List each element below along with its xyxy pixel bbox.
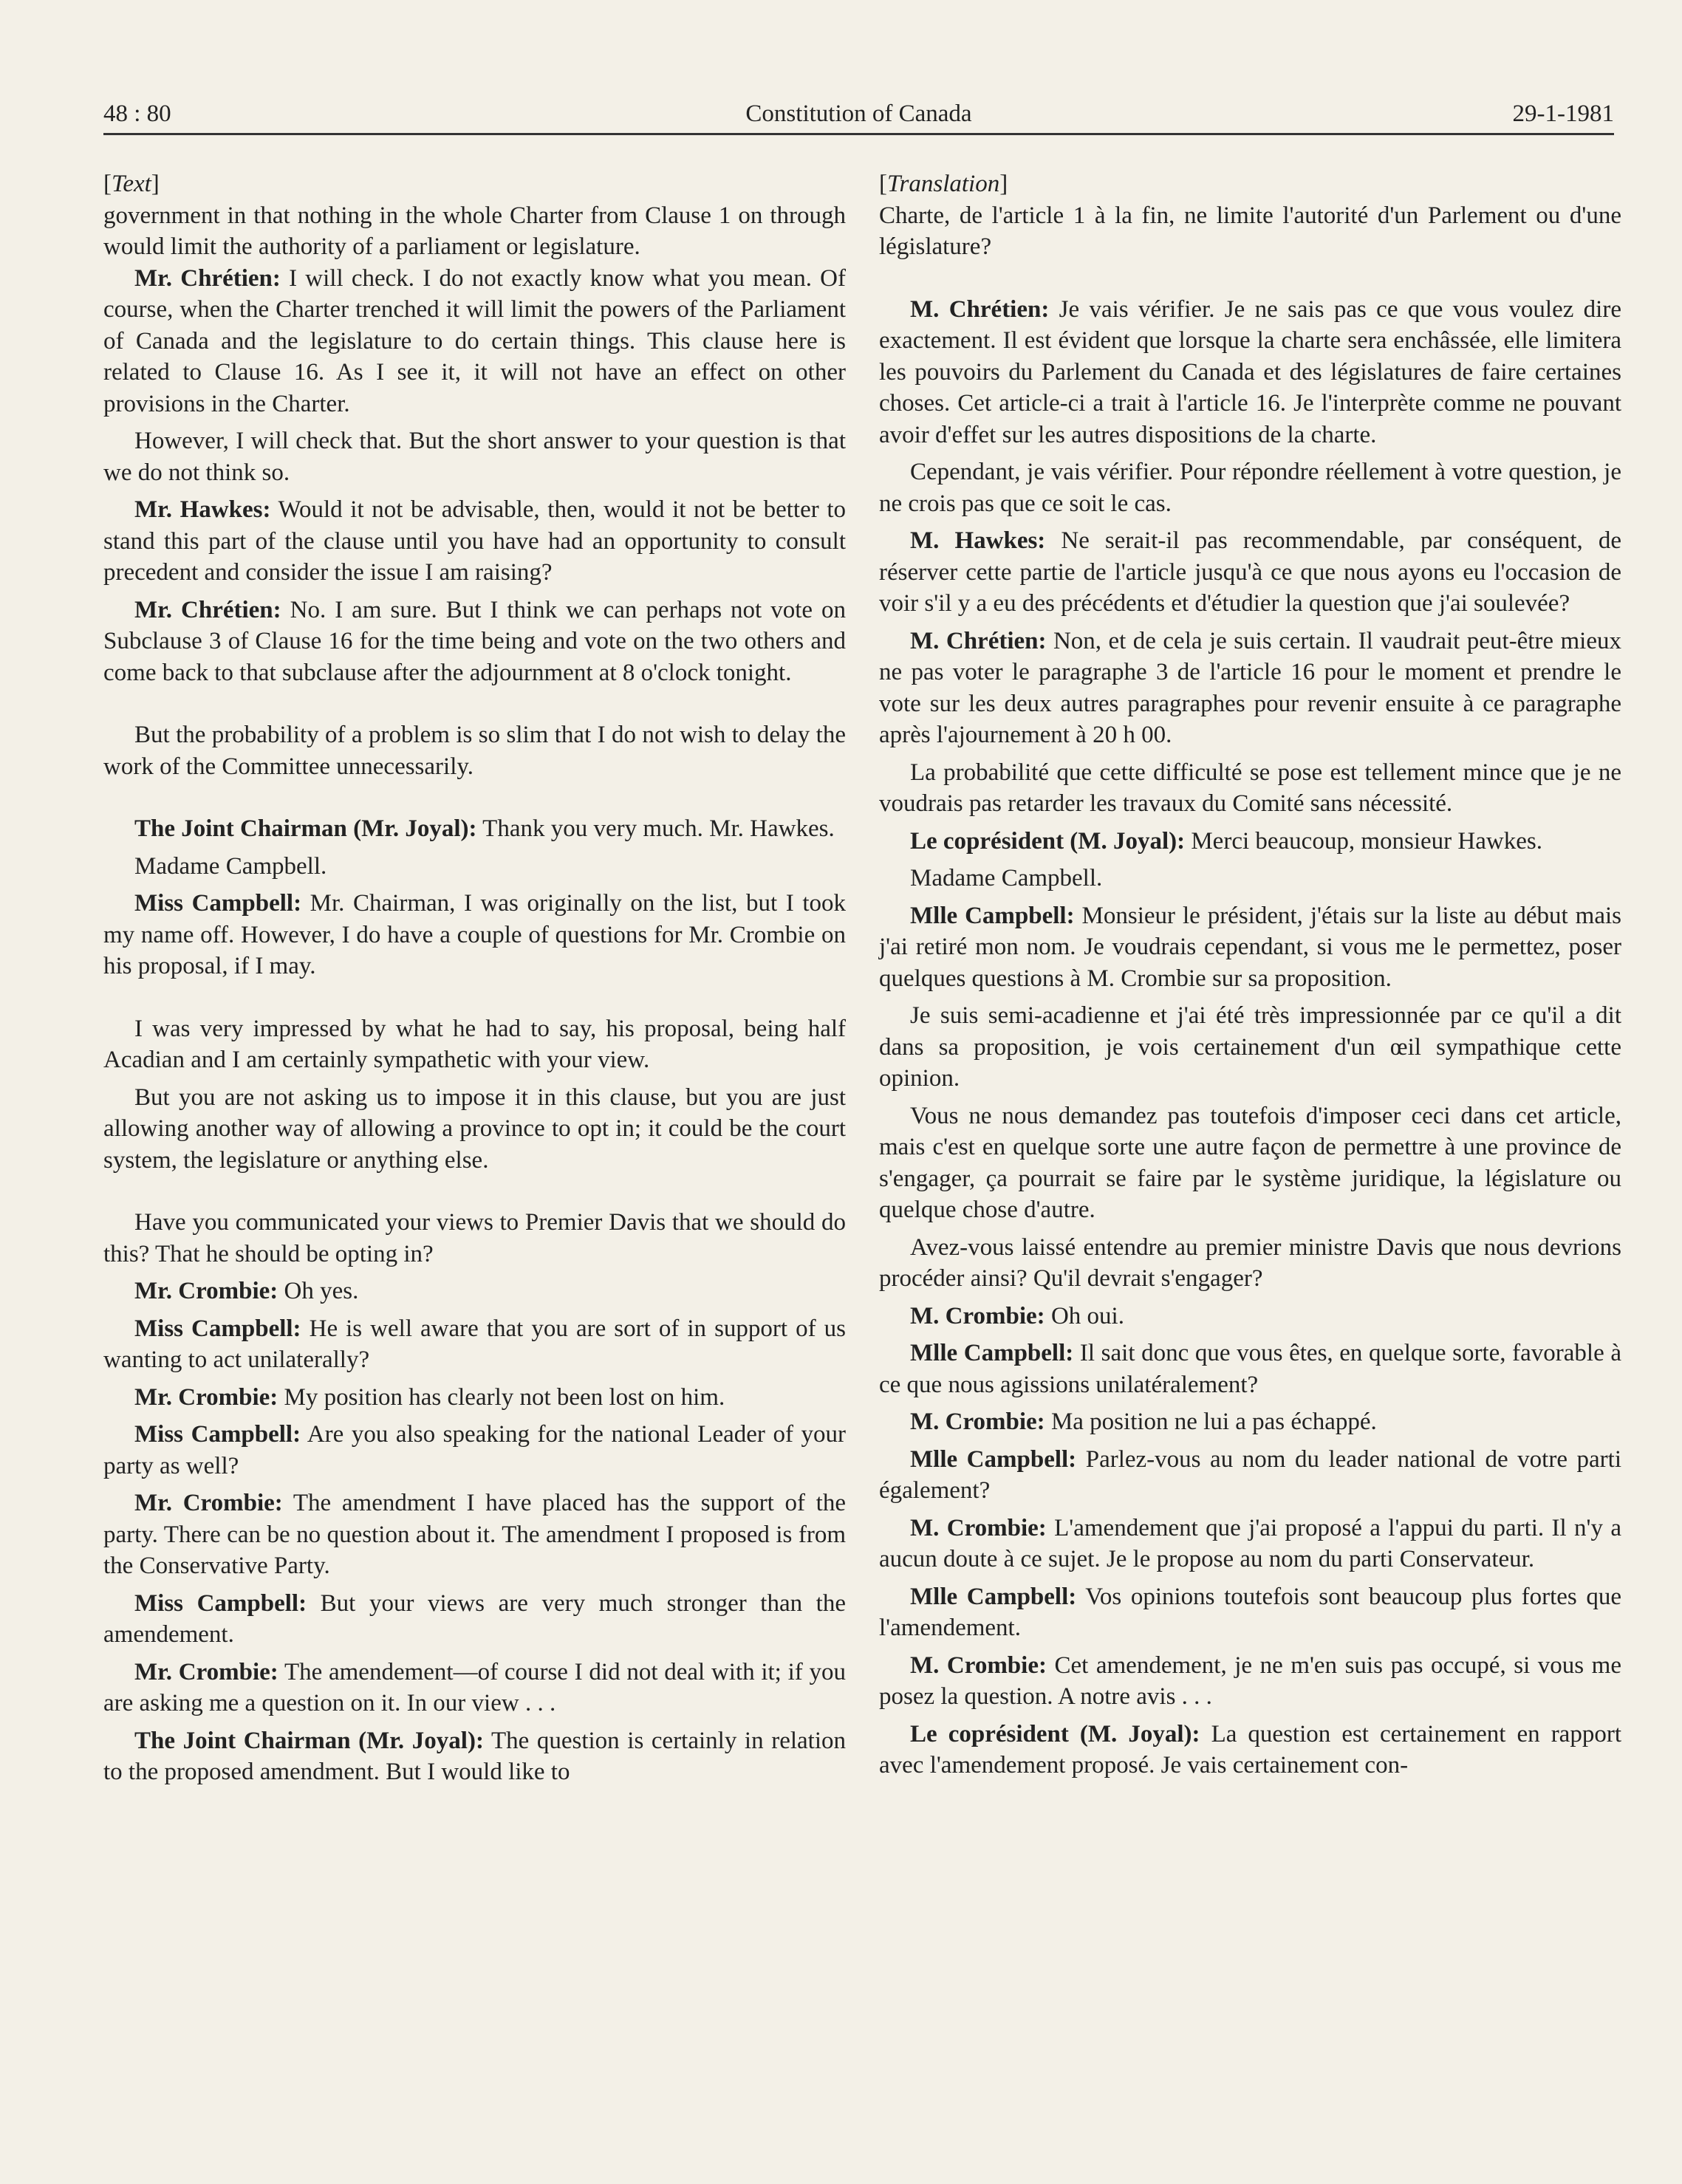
- speech-text: Je vais vérifier. Je ne sais pas ce que vous voulez dire exactement. Il est évident que lorsque la charte sera enchâssée, elle limitera les pouvoirs du Parlement du Canada et des législatures de faire certaines choses. Cet article-ci a trait à l'article 16. Je l'interprète comme ne pouvant avoir d'effet sur les autres dispositions de la charte.: [879, 295, 1621, 448]
- speaker-name: Le coprésident (M. Joyal):: [910, 827, 1186, 855]
- paragraph: Charte, de l'article 1 à la fin, ne limite l'autorité d'un Parlement ou d'une législature?: [879, 202, 1621, 260]
- speaker-name: Mr. Chrétien:: [134, 596, 281, 623]
- speech-text: The amendment I have placed has the support of the party. There can be no question about it. The amendment I proposed is from the Conservative Party.: [103, 1490, 846, 1579]
- speech: [879, 525, 1621, 620]
- running-header: [103, 95, 1614, 133]
- speaker-name: Miss Campbell:: [134, 1421, 301, 1448]
- speaker-name: The Joint Chairman (Mr. Joyal):: [134, 815, 477, 842]
- speaker-name: M. Crombie:: [910, 1651, 1047, 1679]
- speech: [103, 1419, 846, 1482]
- speech-text: Ne serait-il pas recommendable, par conséquent, de réserver cette partie de l'article jusqu'à ce que nous ayons eu l'occasion de voir s'il y a eu des précédents et d'étudier la question que j'ai soulevée?: [879, 527, 1621, 617]
- speaker-name: Mr. Crombie:: [134, 1278, 278, 1304]
- french-column: [879, 168, 1621, 1781]
- speech: [103, 1313, 846, 1376]
- speaker-name: Mr. Hawkes:: [134, 496, 271, 523]
- header-rule: [103, 133, 1614, 135]
- speech-text: But your views are very much stronger than the amendement.: [103, 1589, 846, 1648]
- speech: [103, 1276, 846, 1307]
- speech: [879, 294, 1621, 451]
- speech-text: Ma position ne lui a pas échappé.: [1045, 1408, 1377, 1435]
- section-tag: [Translation]: [879, 171, 1008, 197]
- speech-text: Thank you very much. Mr. Hawkes.: [476, 815, 835, 842]
- speech: [879, 1444, 1621, 1507]
- speech-text: He is well aware that you are sort of in support of us wanting to act unilaterally?: [103, 1315, 847, 1373]
- speech: [879, 826, 1621, 857]
- paragraph: However, I will check that. But the short answer to your question is that we do not think so.: [103, 428, 846, 486]
- speech: [103, 494, 846, 589]
- speech-text: Oh yes.: [278, 1278, 359, 1304]
- speech: [879, 1406, 1621, 1438]
- speaker-name: M. Crombie:: [910, 1514, 1047, 1541]
- paragraph: I was very impressed by what he had to say, his proposal, being half Acadian and I am certainly sympathetic with your view.: [103, 1015, 846, 1073]
- speaker-name: M. Chrétien:: [910, 295, 1050, 323]
- speech: [879, 626, 1621, 751]
- speech: [103, 1725, 846, 1788]
- paragraph: Vous ne nous demandez pas toutefois d'imposer ceci dans cet article, mais c'est en quelque sorte une autre façon de permettre à une province de s'engager, ça pourrait se faire par le système juridique, la législature ou quelque chose d'autre.: [879, 1102, 1621, 1223]
- section-tag: [Text]: [103, 171, 160, 197]
- speaker-name: M. Crombie:: [910, 1302, 1045, 1329]
- speech: [879, 1719, 1621, 1781]
- speaker-name: Miss Campbell:: [134, 1315, 301, 1342]
- speech-text: I will check. I do not exactly know what you mean. Of course, when the Charter trenched it will limit the powers of the Parliament of Canada and the legislature to do certain things. This clause here is related to Clause 16. As I see it, it will not have an effect on other provisions in the Charter.: [103, 264, 847, 417]
- speech-text: Are you also speaking for the national Leader of your party as well?: [103, 1421, 847, 1479]
- speaker-name: Mlle Campbell:: [910, 1583, 1077, 1610]
- speech-text: Parlez-vous au nom du leader national de votre parti également?: [879, 1445, 1622, 1504]
- speech-text: My position has clearly not been lost on him.: [278, 1383, 725, 1411]
- speech: [879, 900, 1621, 995]
- speaker-name: Miss Campbell:: [134, 1589, 307, 1617]
- speaker-name: Mr. Crombie:: [134, 1490, 283, 1516]
- speech-text: No. I am sure. But I think we can perhaps not vote on Subclause 3 of Clause 16 for the time being and vote on the two others and come back to that subclause after the adjournment at 8 o'clock tonight.: [103, 596, 846, 686]
- speaker-name: Mr. Chrétien:: [134, 264, 281, 292]
- paragraph: La probabilité que cette difficulté se pose est tellement mince que je ne voudrais pas retarder les travaux du Comité sans nécessité.: [879, 759, 1621, 817]
- speaker-name: Mlle Campbell:: [910, 1445, 1077, 1473]
- speech-text: L'amendement que j'ai proposé a l'appui du parti. Il n'y a aucun doute à ce sujet. Je le propose au nom du parti Conservateur.: [879, 1514, 1621, 1572]
- speech: [879, 1650, 1621, 1713]
- paragraph: Cependant, je vais vérifier. Pour répondre réellement à votre question, je ne crois pas que ce soit le cas.: [879, 459, 1621, 517]
- speech: [103, 1488, 846, 1582]
- speech-text: Mr. Chairman, I was originally on the list, but I took my name off. However, I do have a couple of questions for Mr. Crombie on his proposal, if I may.: [103, 890, 846, 979]
- speech: [879, 1301, 1621, 1332]
- speaker-name: Miss Campbell:: [134, 890, 302, 917]
- speech: [879, 1513, 1621, 1575]
- speaker-name: Mlle Campbell:: [910, 902, 1075, 929]
- paragraph: But you are not asking us to impose it in this clause, but you are just allowing another way of allowing a province to opt in; it could be the court system, the legislature or anything else.: [103, 1084, 846, 1174]
- paragraph: Avez-vous laissé entendre au premier ministre Davis que nous devrions procéder ainsi? Qu'il devrait s'engager?: [879, 1233, 1621, 1292]
- paragraph: Madame Campbell.: [134, 852, 327, 880]
- paragraph: Madame Campbell.: [910, 865, 1103, 891]
- paragraph: government in that nothing in the whole Charter from Clause 1 on through would limit the authority of a parliament or legislature.: [103, 202, 846, 260]
- speech-text: Oh oui.: [1045, 1302, 1124, 1329]
- speaker-name: Mr. Crombie:: [134, 1658, 278, 1685]
- speech: [103, 263, 846, 420]
- speech: [103, 888, 846, 982]
- speech-text: Vos opinions toutefois sont beaucoup plus fortes que l'amendement.: [879, 1583, 1621, 1641]
- sitting-date: 29-1-1981: [1512, 100, 1614, 127]
- speech: [103, 813, 846, 845]
- speech: [103, 595, 846, 689]
- speech: [103, 1588, 846, 1651]
- speech-text: Merci beaucoup, monsieur Hawkes.: [1185, 827, 1542, 855]
- speaker-name: The Joint Chairman (Mr. Joyal):: [134, 1727, 484, 1754]
- speech: [103, 1657, 846, 1719]
- speaker-name: Mlle Campbell:: [910, 1340, 1074, 1366]
- paragraph: Je suis semi-acadienne et j'ai été très impressionnée par ce qu'il a dit dans sa proposition, je vois certainement d'un œil sympathique cette opinion.: [879, 1002, 1621, 1092]
- speech: [103, 1382, 846, 1414]
- speaker-name: M. Crombie:: [910, 1408, 1045, 1435]
- speech-text: The question is certainly in relation to the proposed amendment. But I would like to: [103, 1727, 846, 1785]
- speech: [879, 1338, 1621, 1400]
- speaker-name: M. Chrétien:: [910, 627, 1047, 654]
- speech-text: Cet amendement, je ne m'en suis pas occupé, si vous me posez la question. A notre avis . . .: [879, 1651, 1621, 1710]
- paragraph: But the probability of a problem is so slim that I do not wish to delay the work of the Committee unnecessarily.: [103, 722, 846, 780]
- publication-title: Constitution of Canada: [745, 100, 972, 127]
- speech-text: The amendement—of course I did not deal with it; if you are asking me a question on it. In our view . . .: [103, 1658, 846, 1716]
- paragraph: Have you communicated your views to Premier Davis that we should do this? That he should be opting in?: [103, 1209, 846, 1267]
- speech-text: Would it not be advisable, then, would it not be better to stand this part of the clause until you have had an opportunity to consult precedent and consider the issue I am raising?: [103, 496, 846, 586]
- english-column: [103, 168, 846, 1788]
- speech-text: Non, et de cela je suis certain. Il vaudrait peut-être mieux ne pas voter le paragraphe 3 de l'article 16 pour le moment et prendre le vote sur les deux autres paragraphes pour revenir ensuite à ce paragraphe après l'ajournement à 20 h 00.: [879, 627, 1621, 748]
- speech-text: La question est certainement en rapport avec l'amendement proposé. Je vais certainement con-: [879, 1720, 1621, 1779]
- speech: [879, 1581, 1621, 1644]
- speech-text: Monsieur le président, j'étais sur la liste au début mais j'ai retiré mon nom. Je voudrais cependant, si vous me le permettez, poser quelques questions à M. Crombie sur sa proposition.: [879, 902, 1621, 992]
- page-number: 48 : 80: [103, 100, 171, 127]
- speech-text: Il sait donc que vous êtes, en quelque sorte, favorable à ce que nous agissions unilatéralement?: [879, 1340, 1621, 1398]
- speaker-name: M. Hawkes:: [910, 527, 1046, 554]
- speaker-name: Le coprésident (M. Joyal):: [910, 1720, 1200, 1747]
- speaker-name: Mr. Crombie:: [134, 1383, 278, 1411]
